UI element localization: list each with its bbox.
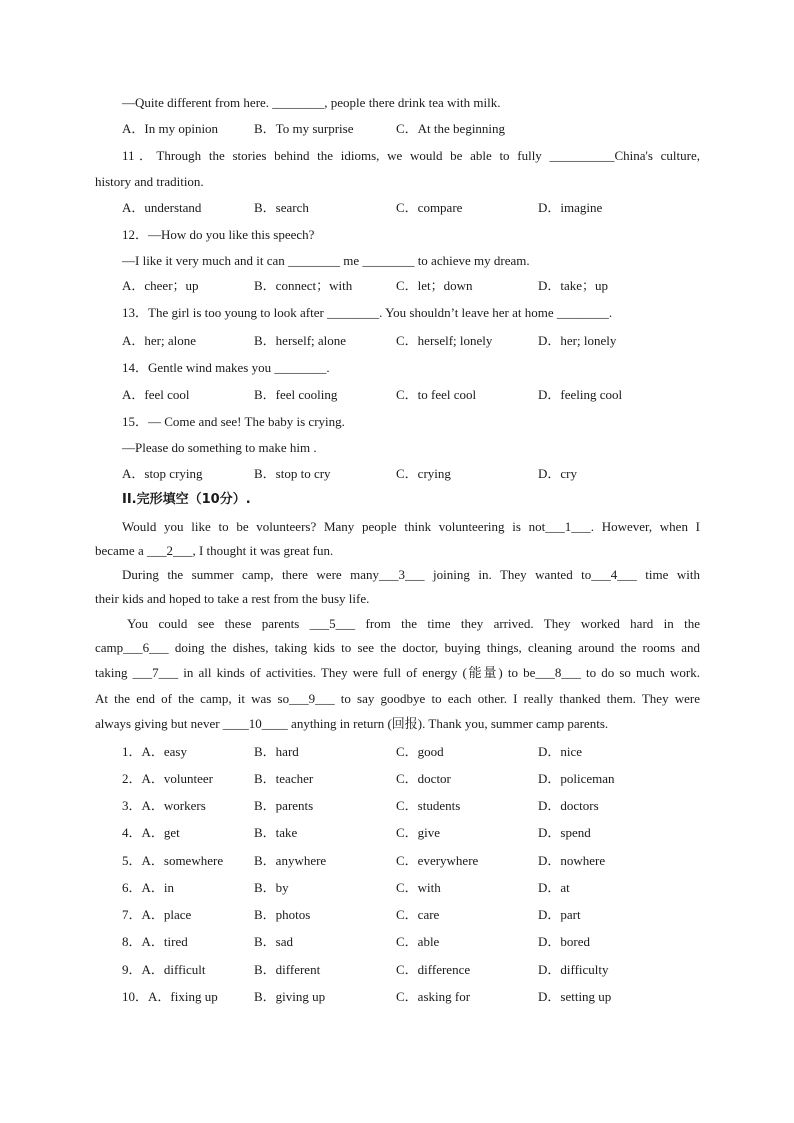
q12-option-c: C．let；down (396, 278, 473, 293)
q12-stem-line1: 12．—How do you like this speech? (122, 227, 315, 242)
q13-option-d: D．her; lonely (538, 333, 617, 348)
cloze-6-option-c: C．with (396, 880, 441, 895)
q13-stem: 13．The girl is too young to look after ________. You shouldn’t leave her at home ________. (122, 305, 613, 320)
cloze-10-option-c: C．asking for (396, 989, 471, 1004)
q15-option-b: B．stop to cry (254, 466, 331, 481)
q10-option-b: B．To my surprise (254, 121, 354, 136)
q12-option-a: A．cheer；up (122, 278, 199, 293)
cloze-p2-line2: their kids and hoped to take a rest from the busy life. (95, 591, 370, 606)
q13-option-c: C．herself; lonely (396, 333, 493, 348)
cloze-5-option-a: 5．A．somewhere (122, 853, 224, 868)
cloze-2-option-d: D．policeman (538, 771, 615, 786)
cloze-8-option-d: D．bored (538, 934, 590, 949)
cloze-p3-line4: At the end of the camp, it was so___9___ to say goodbye to each other. I really thanked them. They were (95, 691, 700, 706)
q11-option-a: A．understand (122, 200, 202, 215)
q12-option-b: B．connect；with (254, 278, 353, 293)
cloze-7-option-d: D．part (538, 907, 581, 922)
q11-option-c: C．compare (396, 200, 463, 215)
cloze-6-option-d: D．at (538, 880, 570, 895)
cloze-p3-line2: camp___6___ doing the dishes, taking kids to see the doctor, buying things, cleaning around the rooms and (95, 640, 700, 655)
cloze-3-option-a: 3．A．workers (122, 798, 206, 813)
cloze-9-option-b: B．different (254, 962, 321, 977)
cloze-4-option-b: B．take (254, 825, 298, 840)
cloze-4-option-a: 4．A．get (122, 825, 180, 840)
cloze-10-option-d: D．setting up (538, 989, 612, 1004)
cloze-10-option-a: 10．A．fixing up (122, 989, 218, 1004)
cloze-7-option-a: 7．A．place (122, 907, 192, 922)
cloze-9-option-a: 9．A．difficult (122, 962, 206, 977)
q15-stem-line2: —Please do something to make him . (122, 440, 317, 455)
cloze-p3-line3: taking ___7___ in all kinds of activities. They were full of energy (能量) to be___8___ to do so much work. (95, 665, 700, 680)
q14-option-a: A．feel cool (122, 387, 190, 402)
cloze-2-option-c: C．doctor (396, 771, 451, 786)
cloze-9-option-c: C．difference (396, 962, 471, 977)
q10-reply: —Quite different from here. ________, people there drink tea with milk. (122, 95, 501, 110)
q15-option-d: D．cry (538, 466, 577, 481)
q13-option-a: A．her; alone (122, 333, 197, 348)
q11-stem-line1: 11．Through the stories behind the idioms, we would be able to fully __________China's culture, (122, 148, 700, 163)
q13-option-b: B．herself; alone (254, 333, 347, 348)
cloze-4-option-c: C．give (396, 825, 441, 840)
q12-option-d: D．take；up (538, 278, 609, 293)
q11-option-d: D．imagine (538, 200, 603, 215)
cloze-3-option-d: D．doctors (538, 798, 599, 813)
cloze-p3-line1: You could see these parents ___5___ from the time they arrived. They worked hard in the (127, 616, 700, 631)
q15-option-a: A．stop crying (122, 466, 203, 481)
cloze-7-option-c: C．care (396, 907, 440, 922)
cloze-p1-line1: Would you like to be volunteers? Many people think volunteering is not___1___. However, when I (122, 519, 700, 534)
q14-option-d: D．feeling cool (538, 387, 623, 402)
cloze-6-option-a: 6．A．in (122, 880, 175, 895)
cloze-2-option-b: B．teacher (254, 771, 314, 786)
q15-option-c: C．crying (396, 466, 451, 481)
cloze-heading: II.完形填空（10分）. (122, 492, 251, 507)
q10-option-c: C．At the beginning (396, 121, 506, 136)
cloze-4-option-d: D．spend (538, 825, 591, 840)
cloze-3-option-c: C．students (396, 798, 461, 813)
q15-stem-line1: 15．— Come and see! The baby is crying. (122, 414, 345, 429)
cloze-5-option-c: C．everywhere (396, 853, 479, 868)
q14-option-b: B．feel cooling (254, 387, 338, 402)
cloze-1-option-b: B．hard (254, 744, 299, 759)
cloze-1-option-d: D．nice (538, 744, 583, 759)
cloze-5-option-d: D．nowhere (538, 853, 606, 868)
cloze-7-option-b: B．photos (254, 907, 311, 922)
cloze-10-option-b: B．giving up (254, 989, 326, 1004)
cloze-6-option-b: B．by (254, 880, 289, 895)
q11-stem-line2: history and tradition. (95, 174, 204, 189)
cloze-8-option-b: B．sad (254, 934, 294, 949)
cloze-1-option-a: 1．A．easy (122, 744, 187, 759)
cloze-p3-line5: always giving but never ____10____ anything in return (回报). Thank you, summer camp parents. (95, 716, 609, 731)
q14-option-c: C．to feel cool (396, 387, 477, 402)
q10-option-a: A．In my opinion (122, 121, 219, 136)
cloze-8-option-c: C．able (396, 934, 440, 949)
cloze-p1-line2: became a ___2___, I thought it was great fun. (95, 543, 334, 558)
cloze-p2-line1: During the summer camp, there were many___3___ joining in. They wanted to___4___ time with (122, 567, 700, 582)
cloze-3-option-b: B．parents (254, 798, 314, 813)
q14-stem: 14．Gentle wind makes you ________. (122, 360, 330, 375)
q11-option-b: B．search (254, 200, 309, 215)
cloze-1-option-c: C．good (396, 744, 444, 759)
cloze-2-option-a: 2．A．volunteer (122, 771, 213, 786)
cloze-9-option-d: D．difficulty (538, 962, 609, 977)
cloze-8-option-a: 8．A．tired (122, 934, 188, 949)
cloze-5-option-b: B．anywhere (254, 853, 327, 868)
q12-stem-line2: —I like it very much and it can ________ me ________ to achieve my dream. (122, 253, 530, 268)
